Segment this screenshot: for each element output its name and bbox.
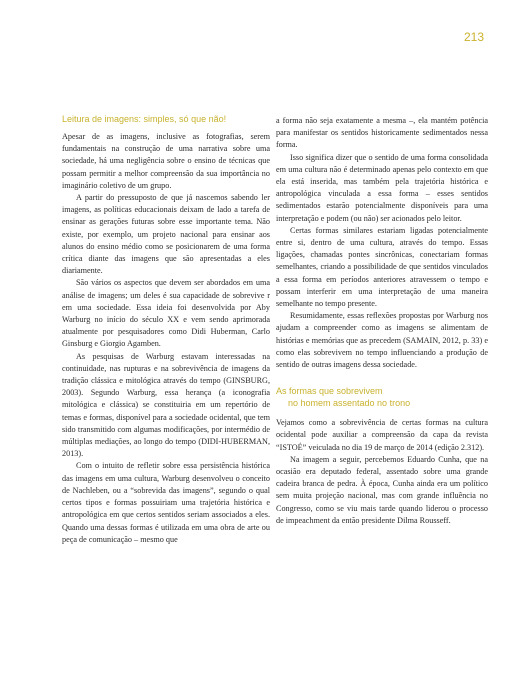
paragraph: Isso significa dizer que o sentido de uma forma consolidada em uma cultura não é determinado apenas pelo contexto em que ela está inserida, mas também pela trajetória histórica e antropológica vinculada a essa forma – esses sentidos sedimentados estarão potencialmente disponíveis para uma interpretação e podem (ou não) ser acionados pelo leitor. <box>276 152 488 223</box>
paragraph: Certas formas similares estariam ligadas potencialmente entre si, dentro de uma cultura, através do tempo. Essas ligações, chamadas pontes sincrônicas, conectariam formas semelhantes, criando a possibilidade de que sentidos vinculados a essa forma em períodos anteriores atravessem o tempo e possam interferir em uma interpretação de uma maneira semelhante no tempo presente. <box>276 225 488 309</box>
right-column <box>276 115 488 527</box>
paragraph: Apesar de as imagens, inclusive as fotografias, serem fundamentais na construção de uma narrativa sobre uma sociedade, há uma negligência sobre o ensino de técnicas que possam permitir a melhor compreensão da sua importância no imaginário coletivo de um grupo. <box>62 132 270 190</box>
paragraph: Com o intuito de refletir sobre essa persistência histórica das imagens em uma cultura, Warburg desenvolveu o conceito de Nachleben, ou a “sobrevida das imagens”, segundo o qual certos tipos e formas possuiriam uma trajetória histórica e antropológica em que certos sentidos seriam associados a eles. Quando uma dessas formas é utilizada em uma obra de arte ou peça de comunicação – mesmo que <box>62 461 270 544</box>
page-number: 213 <box>463 30 484 44</box>
heading-line-2: no homem assentado no trono <box>288 398 411 409</box>
paragraph: Vejamos como a sobrevivência de certas formas na cultura ocidental pode auxiliar a compreensão da capa da revista “ISTOÉ” veiculada no dia 19 de março de 2014 (edição 2.312). <box>276 418 488 452</box>
paragraph: As pesquisas de Warburg estavam interessadas na continuidade, nas rupturas e na sobrevivência de imagens da tradição clássica e mitológica através do tempo (GINSBURG, 2003). Segundo Warburg, essa herança (a iconografia mitológica e clássica) se constituiria em um repertório de temas e formas, disponível para a sociedade ocidental, que tem sido transmitido com algumas modificações, por intermédio de múltiplas mediações, ao longo do tempo (DIDI-HUBERMAN, 2013). <box>62 351 270 459</box>
left-column <box>62 113 270 546</box>
paragraph: a forma não seja exatamente a mesma –, ela mantém potência para manifestar os sentidos historicamente sedimentados nessa forma. <box>276 116 488 150</box>
paragraph: Resumidamente, essas reflexões propostas por Warburg nos ajudam a compreender como as imagens se alimentam de histórias e memórias que as precedem (SAMAIN, 2012, p. 33) e como elas sobrevivem no tempo influenciando a produção de sentido de outras imagens dessa sociedade. <box>276 311 488 370</box>
paragraph: Na imagem a seguir, percebemos Eduardo Cunha, que na ocasião era deputado federal, assentado sobre uma grande cadeira branca de pedra. À época, Cunha ainda era um político sem muita projeção nacional, mas com grande influência no Congresso, como se viu mais tarde quando liderou o processo de impeachment da então presidente Dilma Rousseff. <box>276 454 488 525</box>
section-heading: Leitura de imagens: simples, só que não! <box>62 114 227 124</box>
section-heading <box>276 385 488 409</box>
paragraph: São vários os aspectos que devem ser abordados em uma análise de imagens; um deles é sua capacidade de sobrevive r em uma sociedade. Essa ideia foi desenvolvida por Aby Warburg no início do século XX e vem sendo aprimorada atualmente por pesquisadores como Didi Huberman, Carlo Ginsburg e Giorgio Agamben. <box>62 278 270 349</box>
heading-line-1: As formas que sobrevivem <box>276 386 383 397</box>
paragraph: A partir do pressuposto de que já nascemos sabendo ler imagens, as políticas educacionais deixam de lado a tarefa de ensinar as gerações futuras sobre esse importante tema. Não existe, por exemplo, um projeto nacional para ensinar aos alunos do ensino médio como se posicionarem de uma forma crítica diante das imagens que são apresentadas a eles diariamente. <box>62 193 270 276</box>
